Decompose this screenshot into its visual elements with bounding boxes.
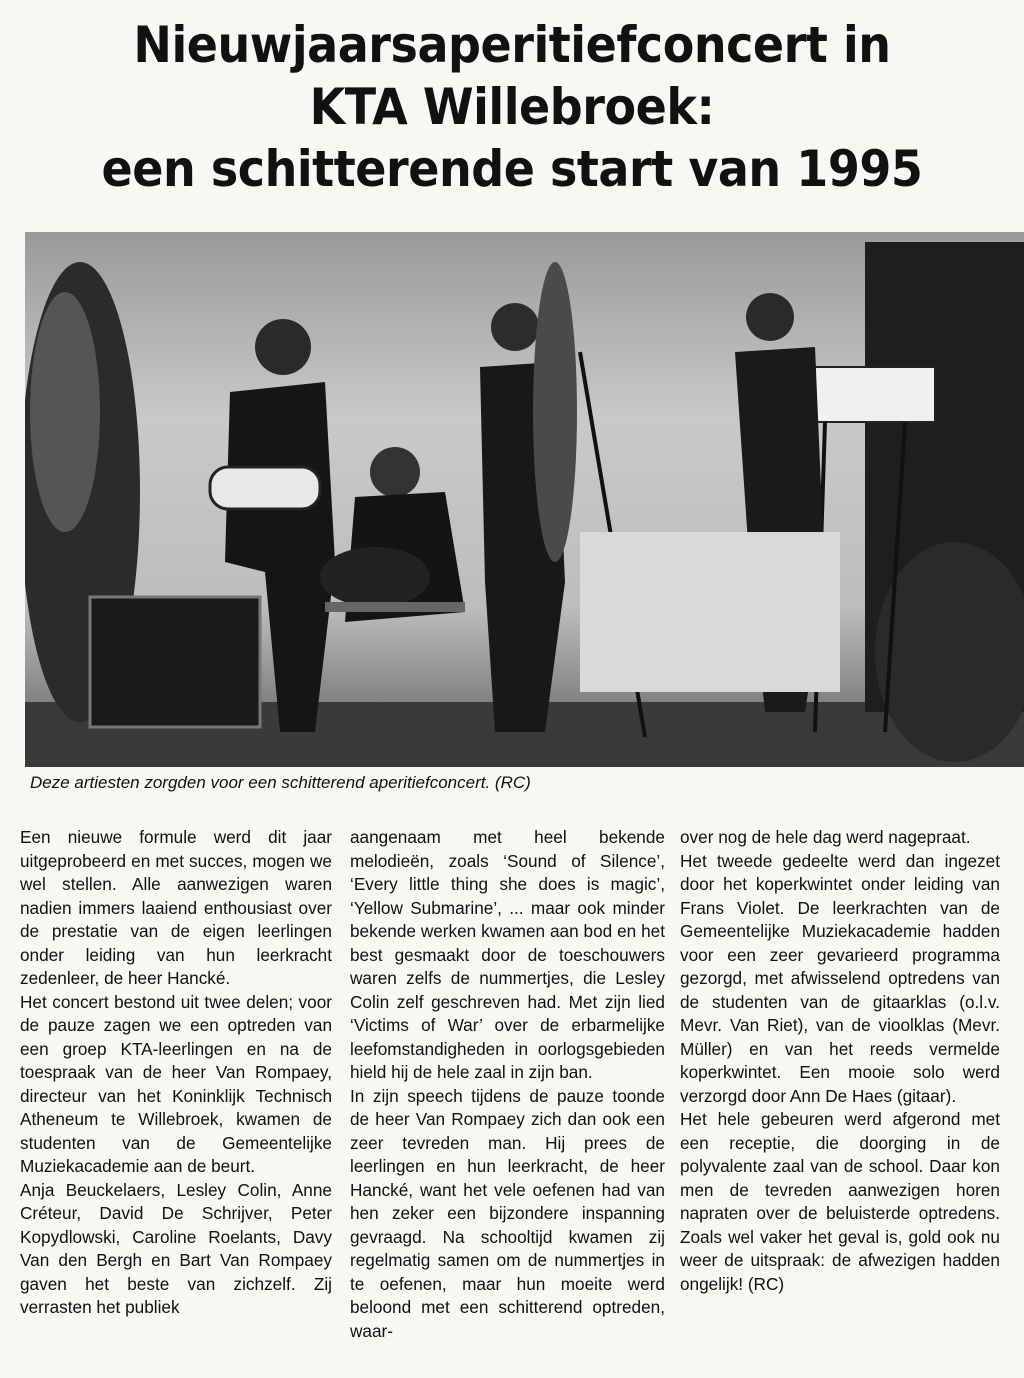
headline-line-2: KTA Willebroek: bbox=[309, 78, 715, 136]
paragraph: Het concert bestond uit twee delen; voor de pauze zagen we een optreden van een groep KTA-leerlingen en na de toespraak van de heer Van Rompaey, directeur van het Koninklijk Technisch Atheneum te Willebroek, kwamen de studenten van de Gemeentelijke Muziekacademie aan de beurt. bbox=[20, 991, 332, 1176]
paragraph: Een nieuwe formule werd dit jaar uitgeprobeerd en met succes, mogen we wel stellen. Alle aanwezigen waren nadien immers laaiend enthousiast over de prestatie van de eigen leerlingen onder leiding van hun leerkracht zedenleer, de heer Hancké. bbox=[20, 827, 332, 988]
paragraph: Het tweede gedeelte werd dan ingezet door het koperkwintet onder leiding van Frans Violet. De leerkrachten van de Gemeentelijke Muziekacademie hadden voor een zeer gevarieerd programma gezorgd, met afwisselend optredens van de studenten van de gitaarklas (o.l.v. Mevr. Van Riet), van de vioolklas (Mevr. Müller) en van het reeds vermelde koperkwintet. Een mooie solo werd verzorgd door Ann De Haes (gitaar). bbox=[680, 850, 1000, 1106]
paragraph: Anja Beuckelaers, Lesley Colin, Anne Créteur, David De Schrijver, Peter Kopydlowski, Caroline Roelants, Davy Van den Bergh en Bart Van Rompaey gaven het beste van zichzelf. Zij verrasten het publiek bbox=[20, 1179, 332, 1317]
headline-line-3: een schitterende start van 1995 bbox=[101, 140, 923, 198]
paragraph: In zijn speech tijdens de pauze toonde de heer Van Rompaey zich dan ook een zeer tevreden man. Hij prees de leerlingen en hun leerkracht, de heer Hancké, want het vele oefenen had van hen zeker een bijzondere inspanning gevraagd. Na schooltijd kwamen zij regelmatig samen om de nummertjes in te oefenen, maar hun moeite werd beloond met een schitterend optreden, waar- bbox=[350, 1085, 665, 1341]
concert-photo-illustration bbox=[25, 232, 1024, 767]
article-column-1 bbox=[20, 826, 332, 1320]
photo-caption: Deze artiesten zorgden voor een schitterend aperitiefconcert. (RC) bbox=[30, 773, 531, 792]
headline bbox=[41, 14, 983, 200]
article-column-2 bbox=[350, 826, 665, 1343]
article-column-3 bbox=[680, 826, 1000, 1296]
concert-photo bbox=[25, 232, 1024, 767]
paragraph: aangenaam met heel bekende melodieën, zoals ‘Sound of Silence’, ‘Every little thing she does is magic’, ‘Yellow Submarine’, ... maar ook minder bekende werken kwamen aan bod en het best gesmaakt door de toeschouwers waren zelfs de nummertjes, die Lesley Colin zelf geschreven had. Met zijn lied ‘Victims of War’ over de erbarmelijke leefomstandigheden in oorlogsgebieden hield hij de hele zaal in zijn ban. bbox=[350, 827, 665, 1082]
paragraph: over nog de hele dag werd nagepraat. bbox=[680, 827, 971, 847]
headline-line-1: Nieuwjaarsaperitiefconcert in bbox=[133, 16, 891, 74]
paragraph: Het hele gebeuren werd afgerond met een receptie, die doorging in de polyvalente zaal van de school. Daar kon men de tevreden aanwezigen horen napraten over de beluisterde optredens. Zoals wel vaker het geval is, gold ook nu weer de uitspraak: de afwezigen hadden ongelijk! (RC) bbox=[680, 1109, 1000, 1294]
